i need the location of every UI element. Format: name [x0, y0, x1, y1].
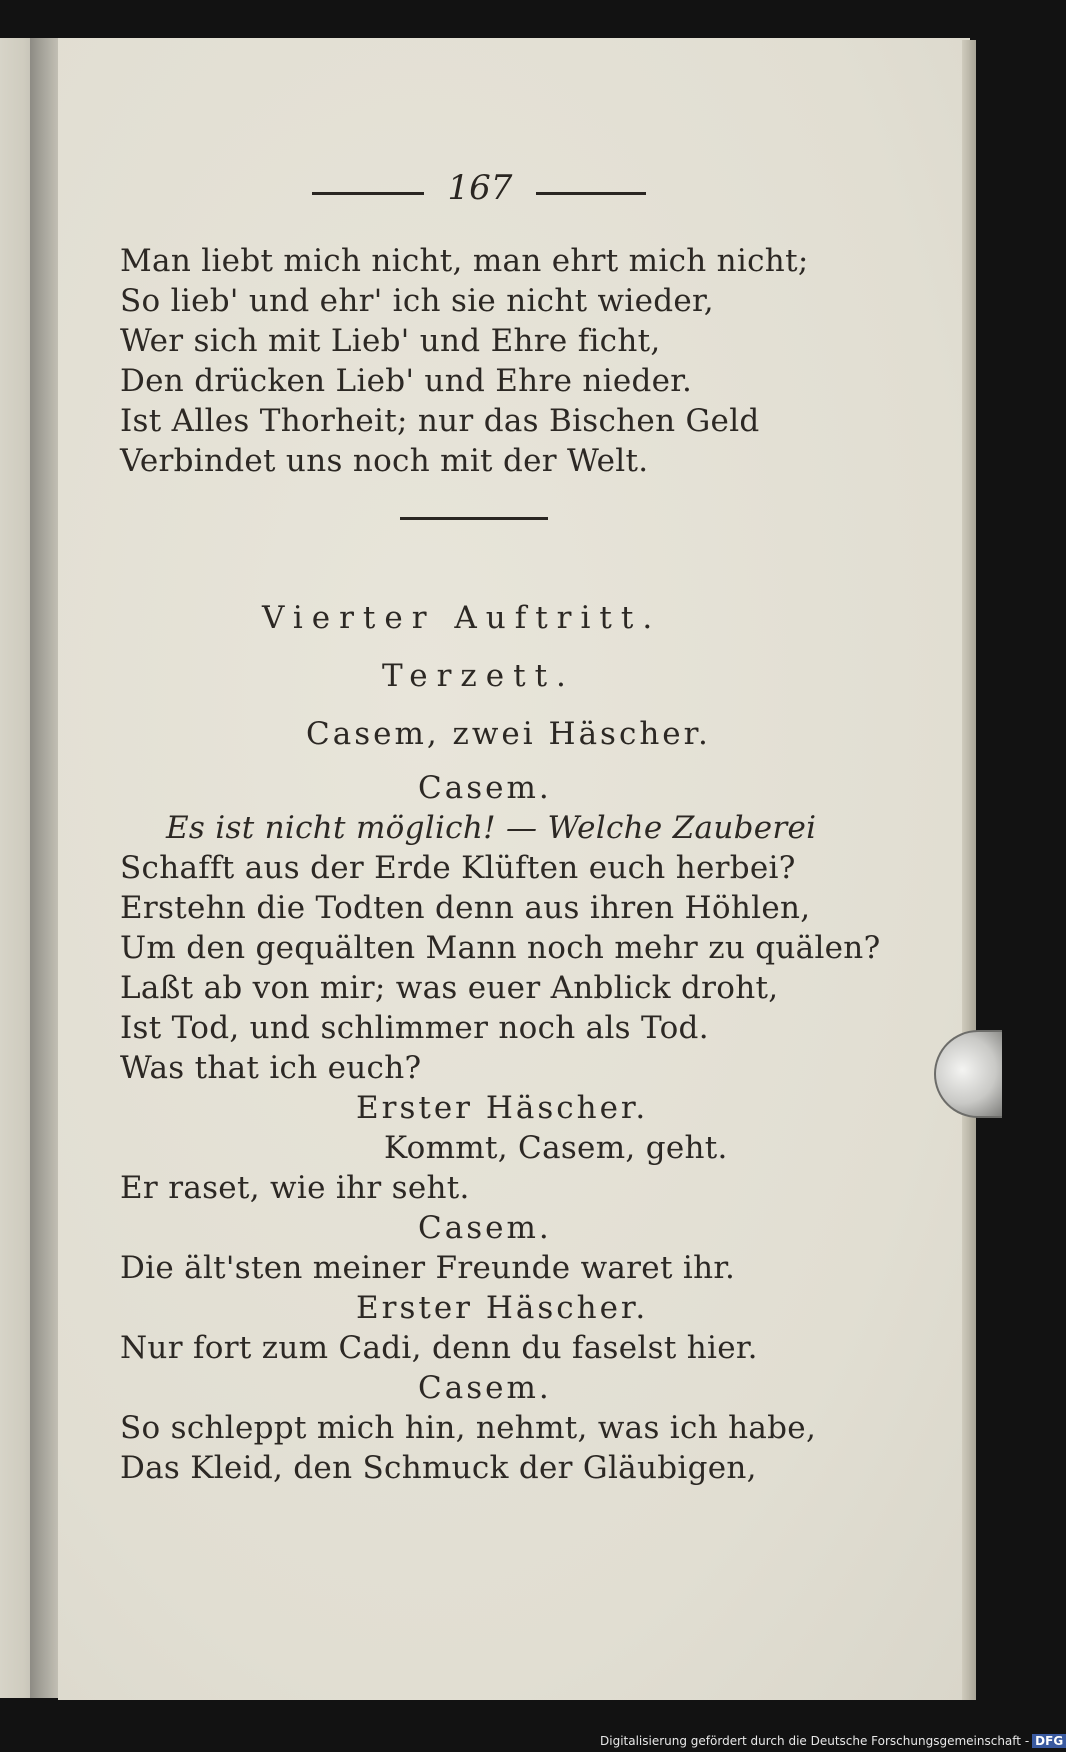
speaker-name: Erster Häscher.	[356, 1090, 649, 1126]
verse-line: Schafft aus der Erde Klüften euch herbei?	[120, 850, 796, 886]
stanza-line: Verbindet uns noch mit der Welt.	[120, 443, 649, 479]
verse-line: Die ält'sten meiner Freunde waret ihr.	[120, 1250, 736, 1286]
credit-text: Digitalisierung gefördert durch die Deutsche Forschungsgemeinschaft -	[600, 1734, 1030, 1748]
header-rule-right	[536, 192, 646, 195]
digitization-credit	[600, 1734, 1064, 1752]
stanza-line: So lieb' und ehr' ich sie nicht wieder,	[120, 283, 714, 319]
speaker-name: Erster Häscher.	[356, 1290, 649, 1326]
page-header	[0, 168, 1000, 218]
stanza-line: Wer sich mit Lieb' und Ehre ficht,	[120, 323, 661, 359]
verse-line: Er raset, wie ihr seht.	[120, 1170, 470, 1206]
verse-line: Das Kleid, den Schmuck der Gläubigen,	[120, 1450, 757, 1486]
dfg-logo: DFG	[1032, 1734, 1066, 1748]
verse-line: So schleppt mich hin, nehmt, was ich habe,	[120, 1410, 817, 1446]
verse-line: Erstehn die Todten denn aus ihren Höhlen,	[120, 890, 811, 926]
stanza-line: Ist Alles Thorheit; nur das Bischen Geld	[120, 403, 760, 439]
verse-line: Um den gequälten Mann noch mehr zu quälen?	[120, 930, 881, 966]
verse-line: Nur fort zum Cadi, denn du faselst hier.	[120, 1330, 758, 1366]
section-divider	[400, 517, 548, 520]
verse-line: Ist Tod, und schlimmer noch als Tod.	[120, 1010, 709, 1046]
page-number: 167	[447, 168, 513, 208]
verse-line: Was that ich euch?	[120, 1050, 422, 1086]
stanza-line: Man liebt mich nicht, man ehrt mich nicht;	[120, 243, 809, 279]
verse-line: Es ist nicht möglich! — Welche Zauberei	[166, 810, 817, 846]
verse-line: Laßt ab von mir; was euer Anblick droht,	[120, 970, 779, 1006]
scene-heading: Vierter Auftritt.	[262, 600, 662, 636]
speaker-name: Casem.	[418, 770, 552, 806]
verse-line: Kommt, Casem, geht.	[384, 1130, 728, 1166]
form-heading: Terzett.	[382, 658, 575, 694]
stanza-line: Den drücken Lieb' und Ehre nieder.	[120, 363, 693, 399]
speaker-name: Casem.	[418, 1210, 552, 1246]
page-edge	[962, 40, 976, 1700]
speaker-name: Casem.	[418, 1370, 552, 1406]
characters-heading: Casem, zwei Häscher.	[306, 716, 711, 752]
header-rule-left	[312, 192, 424, 195]
